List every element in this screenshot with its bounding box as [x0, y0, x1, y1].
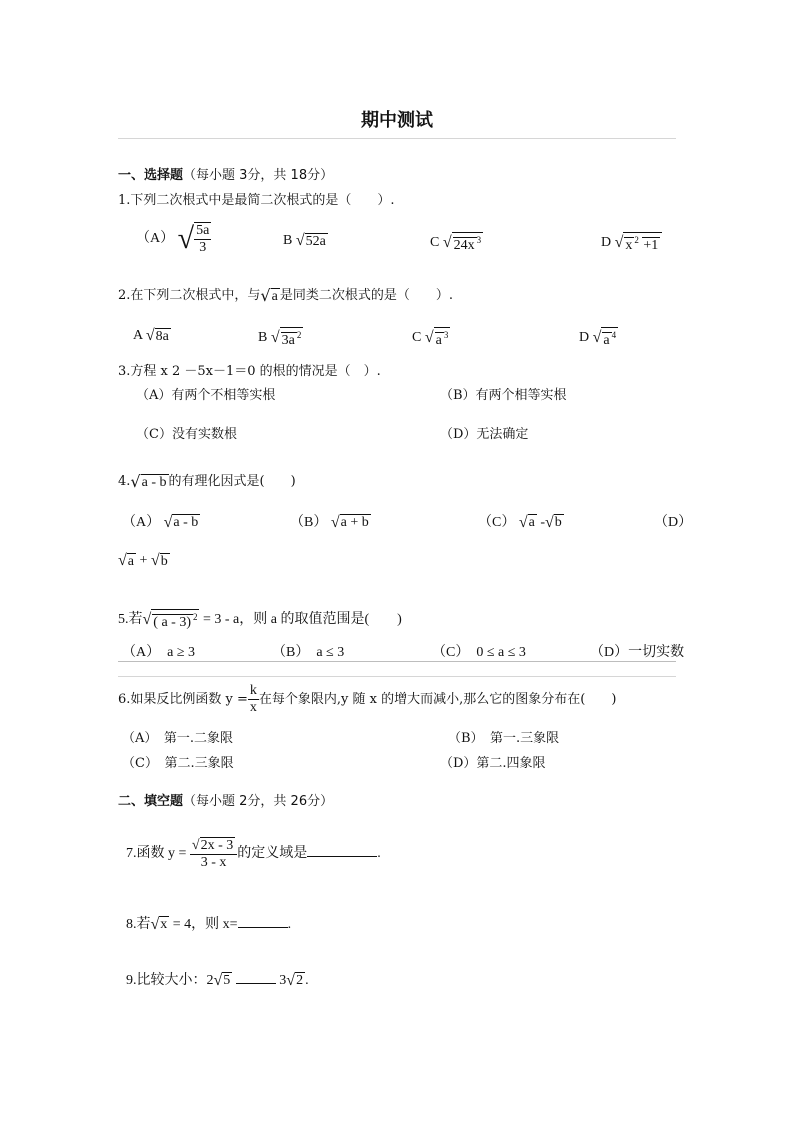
section-label: 二、填空题	[118, 794, 184, 809]
question-3-option-b: （B）有两个相等实根	[440, 388, 567, 403]
answer-blank[interactable]	[307, 856, 377, 857]
page-title: 期中测试	[361, 110, 433, 131]
question-1-option-c: C √ 24x $^3$	[430, 233, 482, 253]
answer-blank[interactable]	[238, 927, 288, 928]
question-5-option-a: （A） a ≥ 3	[122, 645, 196, 660]
question-5-option-b: （B） a ≤ 3	[272, 645, 345, 660]
question-4-option-b: （B） √a + b	[290, 513, 369, 531]
question-7: 7.函数 y = $\frac{√2x - 3}{3 - x}$ 的定义域是 .	[126, 837, 381, 870]
q5-divider	[118, 661, 676, 662]
question-1-option-a: （A） √ $\frac{5a}{3}$	[136, 222, 210, 255]
question-3-option-d: （D）无法确定	[440, 427, 529, 442]
question-6-option-c: （C） 第二.三象限	[122, 756, 234, 771]
section-heading-fill	[118, 790, 333, 809]
answer-blank[interactable]	[236, 983, 276, 984]
question-4-option-c: （C） √a -√b	[478, 513, 562, 531]
question-6-option-d: （D）第二.四象限	[440, 756, 546, 771]
question-8: 8.若√x = 4，则 x= .	[126, 915, 292, 933]
question-2-option-b: B √ 3a $^2$	[258, 328, 302, 348]
question-4-option-d-label: （D）	[654, 515, 693, 530]
question-5-stem: 5.若√ ( a - 3) $^2$ = 3 - a，则 a 的取值范围是( )	[118, 610, 402, 630]
question-6-option-a: （A） 第一.二象限	[122, 731, 234, 746]
question-1-option-d: D √ x $^2$ +1	[601, 232, 662, 254]
question-6-option-b: （B） 第一.三象限	[448, 731, 560, 746]
question-3-option-a: （A）有两个不相等实根	[136, 388, 276, 403]
question-2-stem: 2.在下列二次根式中，与√a 是同类二次根式的是（ ）.	[118, 286, 453, 305]
section-note: （每小题 3分，共 18分）	[183, 168, 334, 183]
question-2-option-d: D √ a $^4$	[579, 328, 617, 348]
question-1-stem: 1.下列二次根式中是最简二次根式的是（ ）.	[118, 193, 395, 208]
question-3-option-c: （C）没有实数根	[136, 427, 237, 442]
section-label: 一、选择题	[118, 168, 184, 183]
q5-divider-2	[118, 676, 676, 677]
title-divider	[118, 138, 676, 139]
question-9: 9.比较大小：2√5 3√2 .	[126, 971, 309, 989]
question-5-option-c: （C） 0 ≤ a ≤ 3	[432, 645, 526, 660]
question-5-option-d: （D）一切实数	[590, 645, 685, 660]
question-2-option-c: C √ a $^3$	[412, 328, 449, 348]
question-2-option-a: A √8a	[133, 327, 169, 344]
question-3-stem: 3.方程 x 2 －5x－1＝0 的根的情况是（ ）.	[118, 364, 381, 379]
question-4-stem: 4.√a - b 的有理化因式是( )	[118, 472, 296, 491]
question-4-option-d: √a + √b	[118, 552, 168, 569]
question-1-option-b: B √52a	[283, 232, 326, 249]
question-4-option-a: （A） √a - b	[122, 513, 199, 531]
question-6-stem: 6.如果反比例函数 y = $\frac{k}{x}$ 在每个象限内,y 随 x 的增大而减小,那么它的图象分布在( )	[118, 683, 617, 715]
section-heading-choice	[118, 164, 333, 183]
section-note: （每小题 2分，共 26分）	[183, 794, 334, 809]
